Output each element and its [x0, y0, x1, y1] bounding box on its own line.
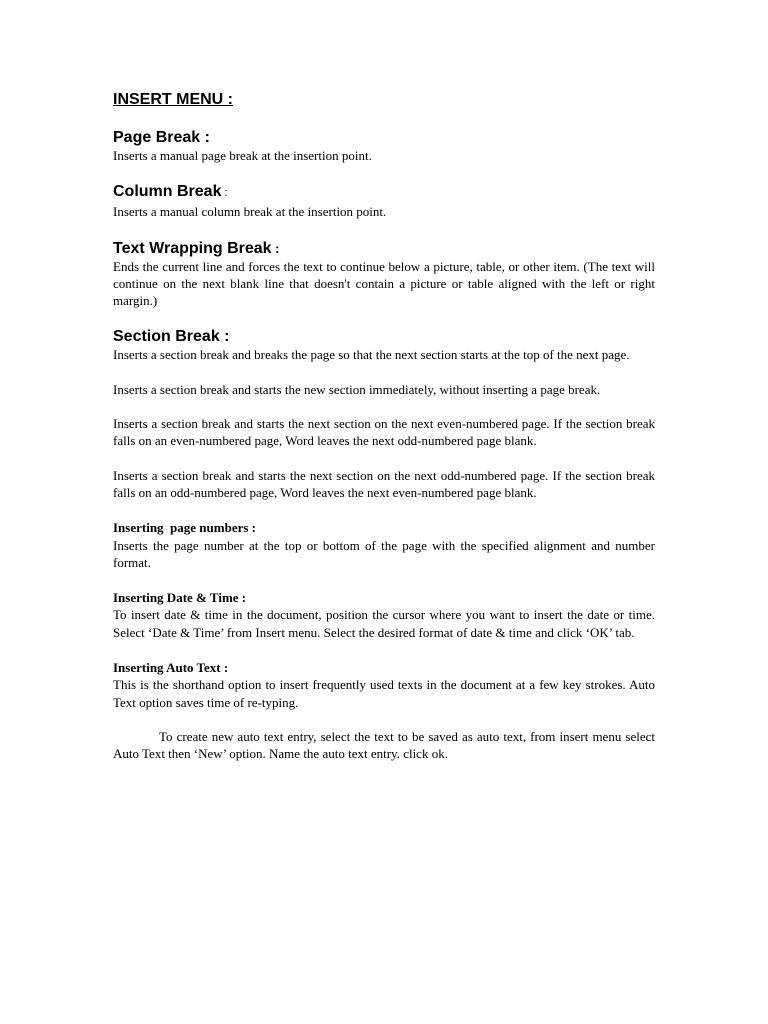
- section-break-paragraph: Inserts a section break and breaks the page so that the next section starts at the top of the next page.: [113, 347, 630, 363]
- column-break-text: Inserts a manual column break at the insertion point.: [113, 204, 387, 220]
- auto-text-section: [113, 659, 655, 762]
- date-time-heading: Inserting Date & Time :: [113, 590, 247, 606]
- date-time-section: [113, 589, 655, 641]
- section-break-section: [113, 327, 655, 501]
- page-numbers-section: [113, 519, 655, 571]
- column-break-colon: :: [221, 187, 228, 200]
- document-page: [113, 90, 655, 781]
- section-break-paragraph: Inserts a section break and starts the next section on the next odd-numbered page. If the section break falls on an odd-numbered page, Word leaves the next even-numbered page blank.: [113, 467, 655, 500]
- date-time-text: To insert date & time in the document, position the cursor where you want to insert the date or time. Select ‘Date & Time’ from Insert menu. Select the desired format of date & time and click ‘OK’ tab.: [113, 607, 655, 640]
- column-break-heading-line: [113, 182, 655, 203]
- auto-text-text-2: To create new auto text entry, select the text to be saved as auto text, from insert menu select Auto Text then ‘New’ option. Name the auto text entry. click ok.: [113, 728, 655, 762]
- section-break-paragraph: Inserts a section break and starts the next section on the next even-numbered page. If the section break falls on an even-numbered page, Word leaves the next odd-numbered page blank.: [113, 416, 655, 449]
- column-break-section: [113, 182, 655, 220]
- section-break-paragraph: Inserts a section break and starts the new section immediately, without inserting a page break.: [113, 381, 601, 397]
- page-break-heading: Page Break :: [113, 129, 210, 146]
- text-wrapping-heading-line: [113, 239, 655, 258]
- page-break-text: Inserts a manual page break at the insertion point.: [113, 148, 372, 163]
- auto-text-heading: Inserting Auto Text :: [113, 660, 229, 676]
- page-numbers-heading: Inserting page numbers :: [113, 520, 257, 536]
- page-title: INSERT MENU :: [113, 91, 233, 108]
- text-wrapping-text: Ends the current line and forces the text to continue below a picture, table, or other item. (The text will continue on the next blank line that doesn't contain a picture or table aligned with the left or right margin.): [113, 258, 655, 309]
- page-numbers-text: Inserts the page number at the top or bottom of the page with the specified alignment and number format.: [113, 537, 655, 570]
- text-wrapping-section: [113, 239, 655, 310]
- page-break-section: [113, 128, 655, 164]
- section-break-heading: Section Break :: [113, 328, 230, 346]
- auto-text-text: This is the shorthand option to insert frequently used texts in the document at a few key strokes. Auto Text option saves time of re-typing.: [113, 677, 655, 710]
- text-wrapping-colon: :: [271, 240, 280, 256]
- text-wrapping-heading: Text Wrapping Break: [113, 239, 272, 257]
- column-break-heading: Column Break: [113, 183, 222, 201]
